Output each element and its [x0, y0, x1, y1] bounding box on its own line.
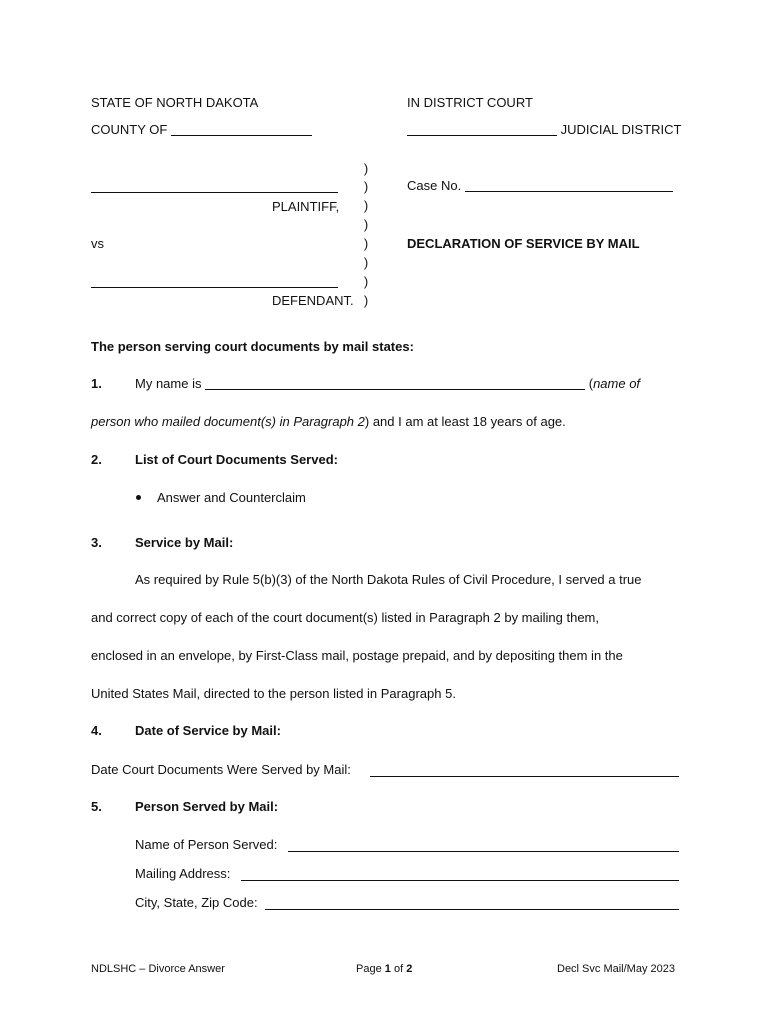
- paragraph-3-heading: Service by Mail:: [135, 535, 234, 550]
- district-label: [407, 122, 681, 137]
- list-item-text: Answer and Counterclaim: [157, 490, 306, 505]
- bullet-icon: [136, 495, 141, 500]
- paragraph-4-number: 4.: [91, 723, 102, 738]
- mailing-address-blank-line: [241, 880, 679, 881]
- service-date-blank-line: [370, 776, 679, 777]
- paragraph-5-heading: Person Served by Mail:: [135, 799, 279, 814]
- case-number-label: Case No.: [407, 178, 462, 193]
- declarant-name-blank-line: [205, 376, 585, 390]
- paragraph-1-number: 1.: [91, 376, 102, 391]
- county-label-text: COUNTY OF: [91, 122, 168, 137]
- footer-page-total: 2: [406, 963, 413, 975]
- plaintiff-label: PLAINTIFF,: [272, 199, 340, 214]
- list-item: [136, 490, 306, 505]
- district-label-text: JUDICIAL DISTRICT: [560, 122, 682, 137]
- service-date-field-label: Date Court Documents Were Served by Mail:: [91, 762, 351, 777]
- county-blank-line: [171, 122, 312, 136]
- paragraph-3-line: United States Mail, directed to the person listed in Paragraph 5.: [91, 686, 456, 701]
- paragraph-3-number: 3.: [91, 535, 102, 550]
- caption-paren: ): [363, 236, 369, 251]
- footer-page-current: 1: [384, 963, 391, 975]
- district-blank-line: [407, 122, 557, 136]
- county-label: [91, 122, 312, 137]
- versus-label: vs: [91, 236, 104, 251]
- intro-statement: The person serving court documents by mail states:: [91, 339, 414, 354]
- footer-page-prefix: Page: [356, 963, 382, 975]
- paragraph-1-italic-b: person who mailed document(s) in Paragraph 2: [91, 414, 365, 429]
- caption-paren: ): [363, 217, 369, 232]
- paragraph-3-line: As required by Rule 5(b)(3) of the North Dakota Rules of Civil Procedure, I served a true: [135, 572, 642, 587]
- case-number-blank-line: [465, 178, 673, 192]
- court-heading: IN DISTRICT COURT: [407, 95, 533, 110]
- caption-paren: ): [363, 293, 369, 308]
- paragraph-1-italic-a: name of: [593, 376, 641, 391]
- paragraph-1-paren-open: (: [588, 376, 594, 391]
- caption-paren: ): [363, 161, 369, 176]
- mailing-address-label: Mailing Address:: [135, 866, 231, 881]
- paragraph-1-rest: ) and I am at least 18 years of age.: [364, 414, 566, 429]
- paragraph-1-line-2: [91, 414, 566, 429]
- defendant-label: DEFENDANT.: [272, 293, 354, 308]
- paragraph-1-lead: My name is: [135, 376, 202, 391]
- paragraph-2-heading: List of Court Documents Served:: [135, 452, 338, 467]
- defendant-name-line: [91, 287, 338, 288]
- person-served-name-label: Name of Person Served:: [135, 837, 278, 852]
- footer-form-name: NDLSHC – Divorce Answer: [91, 963, 225, 975]
- state-heading: STATE OF NORTH DAKOTA: [91, 95, 259, 110]
- document-title: DECLARATION OF SERVICE BY MAIL: [407, 236, 640, 251]
- footer-revision: Decl Svc Mail/May 2023: [557, 963, 675, 975]
- caption-paren: ): [363, 255, 369, 270]
- case-number-field: [407, 178, 673, 193]
- plaintiff-name-line: [91, 192, 338, 193]
- footer-page-of: of: [393, 963, 404, 975]
- caption-paren: ): [363, 198, 369, 213]
- paragraph-2-number: 2.: [91, 452, 102, 467]
- caption-paren: ): [363, 179, 369, 194]
- paragraph-3-line: enclosed in an envelope, by First-Class mail, postage prepaid, and by depositing them in the: [91, 648, 623, 663]
- paragraph-5-number: 5.: [91, 799, 102, 814]
- city-state-zip-blank-line: [265, 909, 679, 910]
- footer-page-number: [356, 963, 412, 975]
- city-state-zip-label: City, State, Zip Code:: [135, 895, 258, 910]
- paragraph-1-line-1: [135, 376, 640, 391]
- paragraph-4-heading: Date of Service by Mail:: [135, 723, 281, 738]
- person-served-name-blank-line: [288, 851, 679, 852]
- paragraph-3-line: and correct copy of each of the court document(s) listed in Paragraph 2 by mailing them,: [91, 610, 599, 625]
- caption-paren: ): [363, 274, 369, 289]
